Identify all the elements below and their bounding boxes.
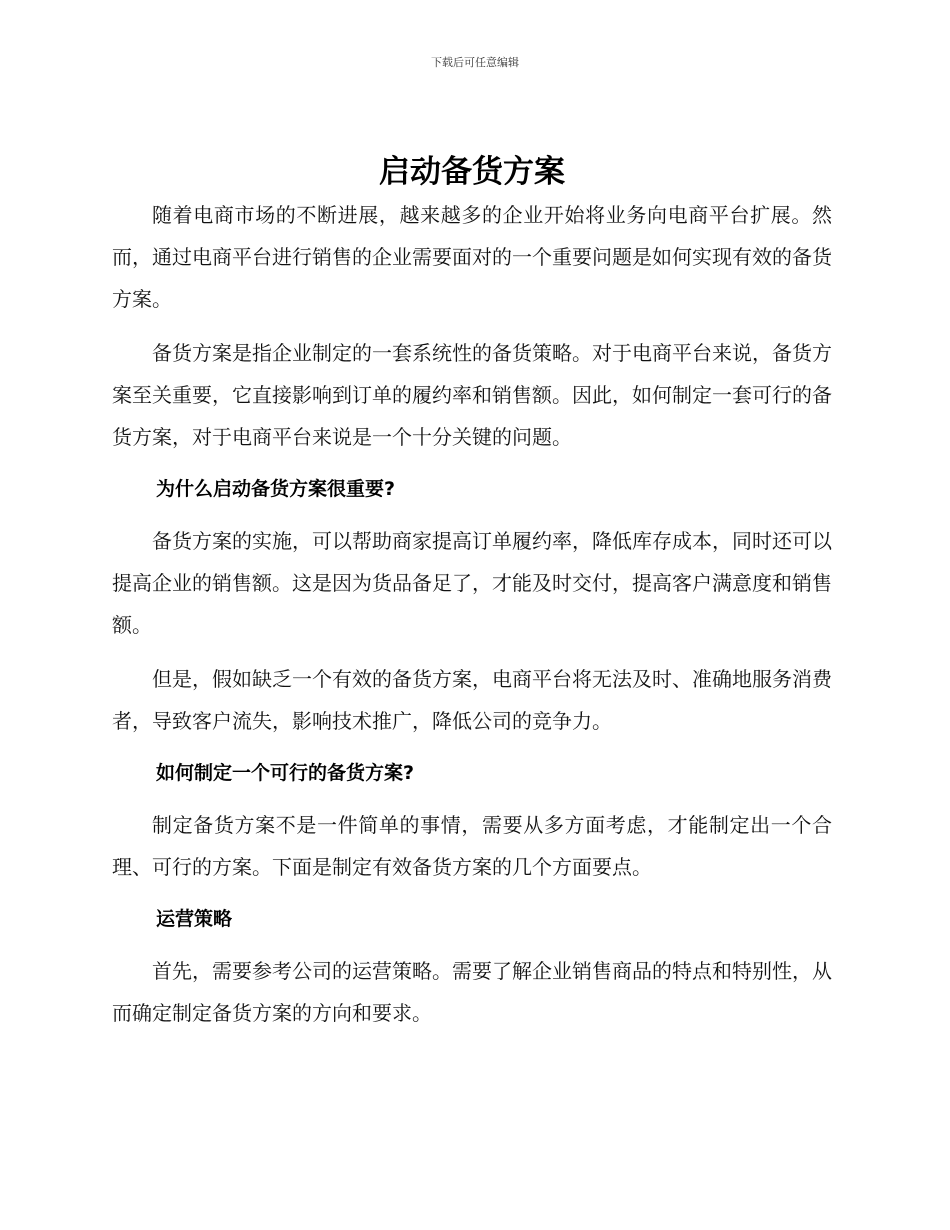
paragraph-operations: 首先，需要参考公司的运营策略。需要了解企业销售商品的特点和特别性，从而确定制定备货方案的方向和要求。 bbox=[112, 959, 832, 1025]
paragraph-risks: 但是，假如缺乏一个有效的备货方案，电商平台将无法及时、准确地服务消费者，导致客户流失，影响技术推广，降低公司的竞争力。 bbox=[112, 667, 832, 733]
section-heading-operations: 运营策略 bbox=[156, 908, 233, 930]
section-heading-importance: 为什么启动备货方案很重要? bbox=[156, 478, 396, 500]
paragraph-how-to: 制定备货方案不是一件简单的事情，需要从多方面考虑，才能制定出一个合理、可行的方案。下面是制定有效备货方案的几个方面要点。 bbox=[112, 813, 832, 879]
paragraph-definition: 备货方案是指企业制定的一套系统性的备货策略。对于电商平台来说，备货方案至关重要，它直接影响到订单的履约率和销售额。因此，如何制定一套可行的备货方案，对于电商平台来说是一个十分关键的问题。 bbox=[112, 341, 832, 449]
header-note: 下载后可任意编辑 bbox=[431, 56, 519, 69]
page-title: 启动备货方案 bbox=[379, 154, 565, 190]
section-heading-how-to: 如何制定一个可行的备货方案? bbox=[156, 762, 415, 784]
paragraph-benefits: 备货方案的实施，可以帮助商家提高订单履约率，降低库存成本，同时还可以提高企业的销售额。这是因为货品备足了，才能及时交付，提高客户满意度和销售额。 bbox=[112, 529, 832, 637]
document-body bbox=[112, 150, 832, 1034]
paragraph-intro: 随着电商市场的不断进展，越来越多的企业开始将业务向电商平台扩展。然而，通过电商平台进行销售的企业需要面对的一个重要问题是如何实现有效的备货方案。 bbox=[112, 203, 832, 311]
